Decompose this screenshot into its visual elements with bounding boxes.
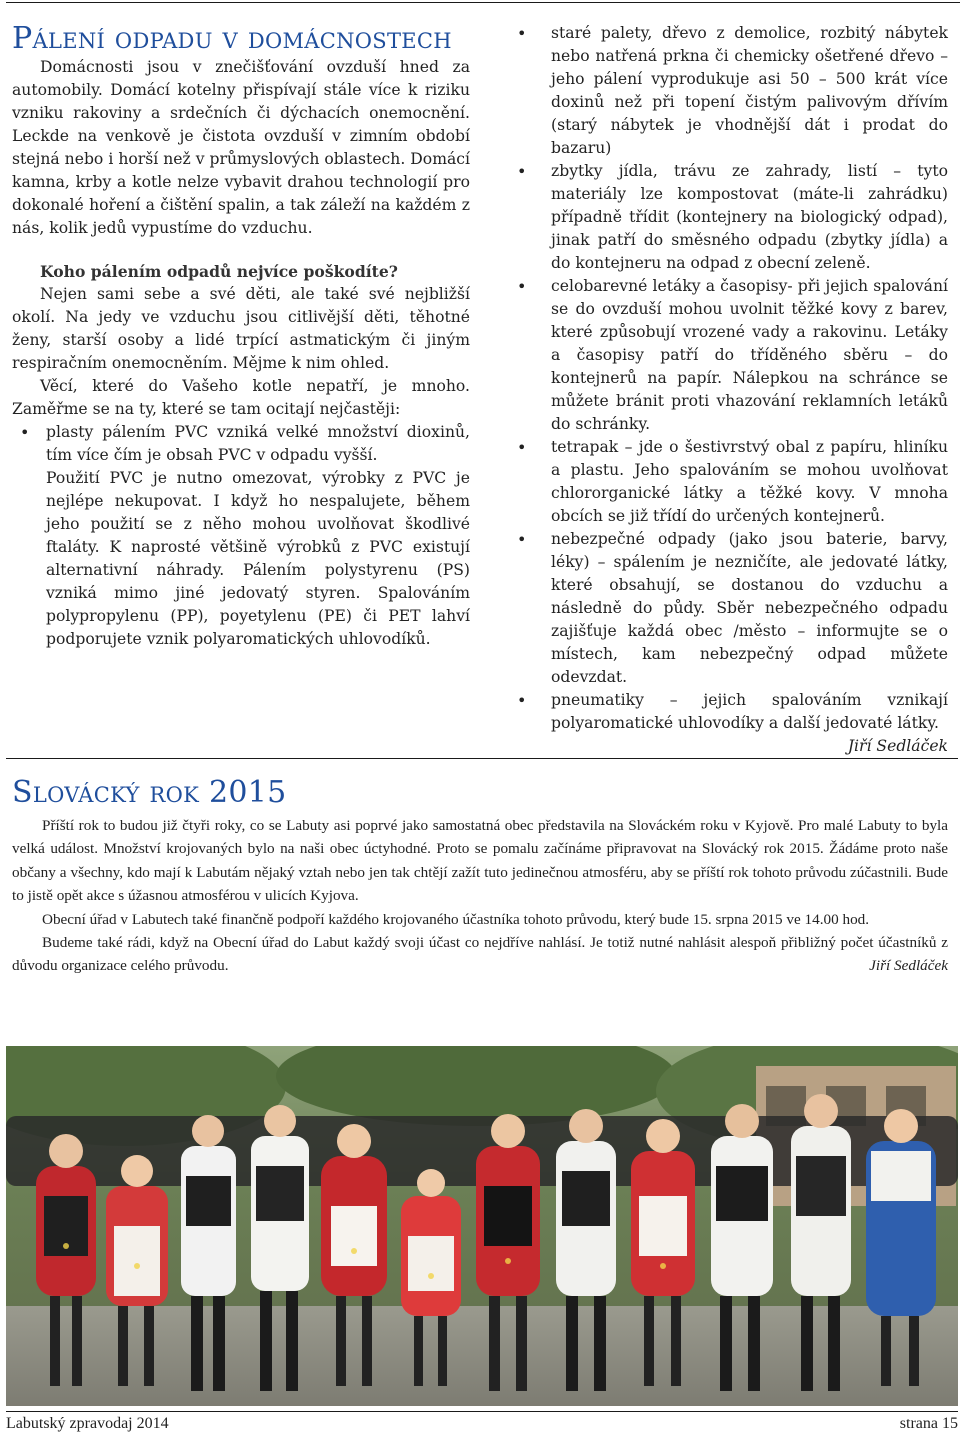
article2-paragraph-2: Obecní úřad v Labutech také finančně podpoří každého krojovaného účastníka tohoto průvodu, který bude 15. srpna 2015 ve 14.00 hod.	[42, 910, 870, 928]
bullet-item-pneumatiky: • pneumatiky – jejich spalováním vznikají polyaromatické uhlovodíky a další jedovaté látky.	[516, 689, 948, 735]
article1-left-column	[12, 22, 470, 651]
bullet-item-palety: • staré palety, dřevo z demolice, rozbitý nábytek nebo natřená prkna či chemicky ošetřené dřevo – jeho pálení vyprodukuje asi 50 – 500 krát více doxinů než při topení čistým palivovým dřívím (starý nábytek je vhodnější dát i prodat do bazaru)	[516, 22, 948, 160]
page-footer	[6, 1411, 958, 1433]
article1-left-bullets	[12, 421, 470, 651]
bullet-item-plasty	[12, 421, 470, 651]
article1-subhead: Koho pálením odpadů nejvíce poškodíte?	[40, 262, 398, 281]
article1-paragraph-3: Věcí, které do Vašeho kotle nepatří, je mnoho. Zaměřme se na ty, které se tam ocitají nejčastěji:	[12, 377, 470, 418]
top-rule	[6, 2, 960, 3]
bullet-item-letaky: • celobarevné letáky a časopisy- při jejich spalování se do ovzduší mohou uvolnit těžké kovy z barev, které způsobují vrozené vady a rakovinu. Letáky a časopisy patří do tříděného sběru – do kontejnerů na papír. Nálepkou na schránce se můžete bránit proti vhazování reklamních letáků do schránky.	[516, 275, 948, 436]
article2-paragraph-3-text: Budeme také rádi, když na Obecní úřad do Labut každý svoji účast co nejdříve nahlásí. Je totiž nutné nahlásit alespoň přibližný počet účastníků z důvodu organizace celého průvodu.	[12, 934, 948, 975]
page-number: strana 15	[899, 1415, 958, 1432]
article2-title: Slovácký rok 2015	[12, 775, 287, 810]
bullet-item-tetrapak: • tetrapak – jde o šestivrstvý obal z papíru, hliníku a plastu. Jeho spalováním se mohou uvolňovat chlororganické látky a těžké kovy. V mnoha obcích se již třídí do určených kontejnerů.	[516, 436, 948, 528]
bullet-text: plasty pálením PVC vzniká velké množství dioxinů, tím více čím je obsah PVC v odpadu vyšší.	[46, 423, 470, 464]
bullet-item-zbytky: • zbytky jídla, trávu ze zahrady, listí – tyto materiály lze kompostovat (máte-li zahrádku) případně třídit (kontejnery na biologický odpad), jinak patří do směsného odpadu (zbytky jídla) a do kontejneru na odpad z obecní zeleně.	[516, 160, 948, 275]
bullet-item-nebezpecne: • nebezpečné odpady (jako jsou baterie, barvy, léky) – spálením je nezničíte, ale jedovaté látky, které obsahují, se dostanou do vzduchu a následně do půdy. Sběr nebezpečného odpadu zajišťuje každá obec /město – informujte se o místech, kam nebezpečný odpad můžete odevzdat.	[516, 528, 948, 689]
bullet-continuation: Použití PVC je nutno omezovat, výrobky z PVC je nejlépe nekupovat. I když ho nespalujete, během jeho použití se z něho mohou uvolňovat škodlivé ftaláty. K naprosté většině výrobků z PVC existují alternativní náhrady. Pálením polystyrenu (PS) vzniká mimo jiné jedovatý styren. Spalováním polypropylenu (PP), poyetylenu (PE) či PET lahví podporujete vznik polyaromatických uhlovodíků.	[46, 469, 470, 648]
folk-costume-group-photo	[6, 1046, 958, 1406]
article1-right-column	[516, 22, 948, 758]
article1-title: Pálení odpadu v domácnostech	[12, 21, 452, 56]
article2-author: Jiří Sedláček	[869, 957, 948, 975]
section-divider	[6, 758, 958, 759]
photo-illustration	[6, 1046, 958, 1406]
article1-paragraph-2: Nejen sami sebe a své děti, ale také své nejbližší okolí. Na jedy ve vzduchu jsou citlivější děti, těhotné ženy, starší osoby a lidé trpící astmatickým či jiným respiračním onemocněním. Mějme k nim ohled.	[12, 285, 470, 372]
article2-paragraph-1: Příští rok to budou již čtyři roky, co se Labuty asi poprvé jako samostatná obec představila na Slováckém roku v Kyjově. Pro malé Labuty to byla velká událost. Množství krojovaných bylo na naši obec úctyhodné. Proto se pomalu začínáme připravovat na Slovácký rok 2015. Žádáme proto naše občany a všechny, kdo mají k Labutám nějaký vztah nebo jen tak chtějí zažít tuto jedinečnou atmosféru, aby se příští rok tohoto průvodu zúčastnili. Bude to jistě opět akce s úžasnou atmosférou v ulicích Kyjova.	[12, 817, 948, 905]
article2-paragraph-3	[12, 931, 948, 978]
article1-right-bullets	[516, 22, 948, 735]
article2	[12, 776, 948, 978]
publication-name: Labutský zpravodaj 2014	[6, 1415, 169, 1432]
article1-intro: Domácnosti jsou v znečišťování ovzduší hned za automobily. Domácí kotelny přispívají stále více k riziku vzniku rakoviny a srdečních či dýchacích onemocnění. Leckde na venkově je čistota ovzduší v zimním období stejná nebo i horší než v průmyslových oblastech. Domácí kamna, krby a kotle nelze vybavit drahou technologií pro dokonalé hoření a čištění spalin, a tak záleží na každém z nás, kolik jedů vypustíme do vzduchu.	[12, 58, 470, 237]
article1-author: Jiří Sedláček	[847, 737, 948, 755]
